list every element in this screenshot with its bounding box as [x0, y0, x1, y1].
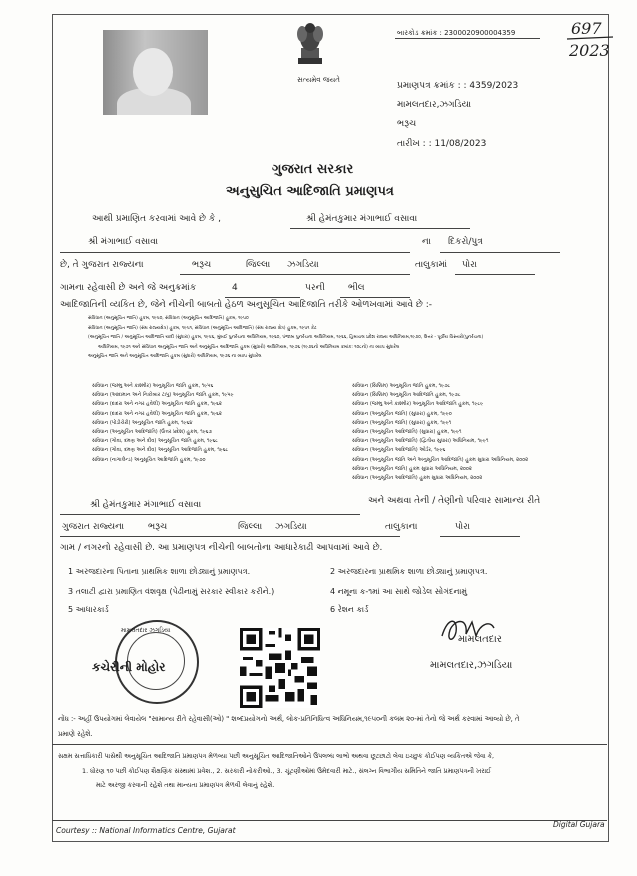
order-right-item: સંવિધાન (જમ્મુ અને કાશ્મીર) અનુસૂચિત આદિજાતિ હુકમ, ૧૯૮૯ [352, 401, 484, 408]
caste-value: ભીલ [348, 283, 365, 293]
taluka-value-2: ઝગડિયા [275, 522, 307, 532]
order-right-item: સંવિધાન (અનુસૂચિત જાતિ અને અનુસૂચિત આદિજાતિ) હુકમ સુધારા અધિનિયમ, ૨૦૦૨ [352, 456, 529, 463]
issue-basis-text: ગામ / નગરનો રહેવાસી છે. આ પ્રમાણપત્ર નીચેની બાબતોના આધારેકાઢી આપવામાં આવે છે. [60, 543, 383, 553]
father-name: શ્રી મંગાભાઈ વસાવા [88, 237, 159, 247]
certificate-number-value: : 4359/2023 [463, 81, 519, 91]
order-item: અધિનિયમ, ૧૯૭૧ અને સંવિધાન અનુસૂચિત જાતિ અને અનુસૂચિત આદિજાતિ હુકમ (સુધારો) અધિનિયમ, ૧૯૭૬ (૧૯૭૬નો અધિનિયમ ક્રમાંક: ૧૦૮નો) ના વ્યાપ સુધારેલ [98, 344, 400, 350]
serial-number: 4 [232, 283, 238, 293]
order-right-item: સંવિધાન (અનુસૂચિત આદિજાતિ) ઓર્ડર, ૧૯૯૬ [352, 447, 446, 454]
orders-right-column [352, 382, 528, 483]
district-value-2: ભરૂચ [148, 522, 168, 532]
issue-date-value: : 11/08/2023 [428, 139, 487, 149]
government-title: ગુજરાત સરકાર [272, 162, 354, 177]
caste-label: પરની [305, 283, 325, 293]
note-2-item: 1. ધોરણ ૧૦ પછી કોઈપણ શૈક્ષણિક સંસ્થામાં પ્રવેશ., 2. સરકારી નોકરીઓ., 3. ચૂંટણીઓમાં ઉમેદવારી માટે., સંલગ્ન વિભાગીય સમિતિને જાતિ પ્રમાણપત્રની ખરાઈ [82, 767, 492, 775]
note-2: સક્ષમ સત્તાધિકારી પાસેથી અનુસૂચિત આદિજાતિ પ્રમાણપત્ર મેળવ્યા પછી અનુસૂચિત આદિજાતિઓને ઉપલબ્ધ લાભો અથવા છૂટછાટો લેવા ઇચ્છુક કોઈપણ વ્યકિતએ જેવા કે, [58, 752, 495, 760]
document-item: 2 અરજદારના પ્રાથમિક શાળા છોડ્યાનું પ્રમાણપત્ર. [330, 567, 488, 576]
na-label: ના [422, 237, 431, 247]
document-item: 1 અરજદારના પિતાના પ્રાથમિક શાળા છોડ્યાનું પ્રમાણપત્ર. [68, 567, 251, 576]
qr-code-icon [240, 628, 320, 708]
order-item: સંવિધાન (અનુસૂચિત જાતિ) હુકમ, ૧૯૫૦, સંવિધાન (અનુસૂચિત આદિજાતિ) હુકમ, ૧૯૫૦ [88, 316, 249, 321]
certificate-number [397, 81, 518, 91]
issuer-district: ભરૂચ [397, 119, 417, 129]
order-left-item: સંવિધાન (પોંડીચેરી) અનુસૂચિત જાતિ હુકમ, ૧૯૬૪ [92, 419, 193, 426]
village-value-2: પોરા [455, 522, 470, 532]
barcode-label: બારકોડ ક્રમાંક : [397, 29, 442, 37]
order-left-item: સંવિધાન (આંદામાન અને નિકોબાર ટાપુ) અનુસૂચિત જાતિ હુકમ, ૧૯૫૯ [92, 392, 234, 399]
issue-date [397, 139, 486, 149]
order-right-item: સંવિધાન (અનુસૂચિત જાતિ) (સુધારા) હુકમ, ૧૯૯૧ [352, 419, 452, 426]
order-right-item: સંવિધાન (સિક્કિમ) અનુસૂચિત આદિજાતિ હુકમ, ૧૯૭૮ [352, 392, 461, 399]
certificate-title: અનુસુચિત આદિજાતિ પ્રમાણપત્ર [226, 184, 394, 199]
taluka-label-2: તાલુકાના [385, 522, 418, 532]
barcode-value: 2300020900004359 [444, 29, 516, 37]
document-item: 6 રેશન કાર્ડ [330, 605, 369, 614]
order-left-item: સંવિધાન (ગોવા, દમણ અને દીવ) અનુસૂચિત જાતિ હુકમ, ૧૯૬૮ [92, 438, 219, 445]
handwritten-number [565, 18, 617, 62]
order-item: અનુસૂચિત જાતિ અને અનુસૂચિત આદિજાતિ હુકમ (સુધારો) અધિનિયમ, ૧૯૭૬ ના વ્યાપ સુધારેલ [88, 354, 262, 359]
applicant-photo [103, 30, 208, 115]
order-left-item: સંવિધાન (નાગાલેન્ડ) અનુસૂચિત આદિજાતિ હુકમ, ૧૯૭૦ [92, 456, 206, 463]
note-1: નોંધ :- અહીં ઉપયોગમાં લેવાયેલ "સામાન્ય રીતે રહેવાસી(ઓ) " શબ્દપ્રયોગનો અર્થ, લોક-પ્રતિનિધિત્વ અધિનિયમ,૧૯૫૦ની કલમ ૨૦-માં તેનો જે અર્થ કરવામાં આવ્યો છે, તે [58, 715, 520, 723]
footer-right: Digital Gujara [553, 820, 605, 829]
applicant-name-repeat: શ્રી હેમંતકુમાર મંગાભાઈ વસાવા [90, 500, 202, 510]
signature-title: મામલતદાર [458, 634, 502, 645]
order-left-item: સંવિધાન (અનુસૂચિત આદિજાતિ) (ઉત્તર પ્રદેશ) હુકમ, ૧૯૬૭ [92, 429, 212, 436]
district-value: ભરૂચ [192, 260, 212, 270]
village-value: પોરા [462, 260, 477, 270]
stamp-ring-text: મામલતદાર ઝગડિયા [121, 627, 171, 634]
taluka-value: ઝગડિયા [287, 260, 319, 270]
order-right-item: સંવિધાન (અનુસૂચિત જાતિ) (સુધારા) હુકમ, ૧૯૯૦ [352, 410, 452, 417]
note-2-item-cont: માટે અરજી કરવાની રહેશે તથા માન્યતા પ્રમાણપત્ર મેળવી લેવાનું રહેશે. [96, 781, 275, 789]
emblem-motto: સત્યમેવ જયતે [297, 76, 340, 84]
certify-text: આથી પ્રમાણિત કરવામાં આવે છે કે , [92, 214, 221, 224]
barcode-number [397, 29, 515, 38]
stamp-text: કચેરીની મોહોર [92, 660, 166, 674]
resident-text: ગામના રહેવાસી છે અને જે અનુક્રમાંક [60, 283, 197, 293]
recognition-text: આદિજાતિની વ્યકિત છે, જેને નીચેની બાબતો હેઠળ અનુસૂચિત આદિજાતિ તરીકે ઓળખવામાં આવે છે :- [60, 300, 433, 310]
note-1-cont: પ્રમાણે રહેશે. [58, 730, 93, 738]
district-label-2: જિલ્લા [238, 522, 263, 532]
taluka-label: તાલુકામાં [415, 260, 448, 270]
order-left-item: સંવિધાન (દાદરા અને નગર હવેલી) અનુસૂચિત જાતિ હુકમ, ૧૯૬૨ [92, 401, 222, 408]
order-right-item: સંવિધાન (સિક્કિમ) અનુસૂચિત જાતિ હુકમ, ૧૯૭૮ [352, 383, 451, 389]
order-left-item: સંવિધાન (ગોવા, દમણ અને દીવ) અનુસૂચિત આદિજાતિ હુકમ, ૧૯૬૮ [92, 447, 229, 454]
national-emblem-icon [292, 18, 328, 74]
handwritten-number-line2: 2023 [569, 41, 610, 60]
document-item: 3 તલાટી દ્વારા પ્રમાણિત વંશવૃક્ષ (પેઢીનામું સરકાર સ્વીકાર કરીને.) [68, 587, 275, 596]
document-item: 5 આધારકાર્ડ [68, 605, 109, 614]
order-left-item: સંવિધાન (જમ્મુ અને કાશ્મીર) અનુસૂચિત જાતિ હુકમ, ૧૯૫૬ [92, 383, 214, 389]
certificate-number-label: પ્રમાણપત્ર ક્રમાંક : [397, 81, 461, 91]
order-item: (અનુસૂચિત જાતિ / અનુસૂચિત આદિજાતિ યાદી (સુધારા) હુકમ, ૧૯૫૬, મુંબઈ પુનર્રચના અધિનિયમ, ૧૯૬૦, પંજાબ પુનર્રચના અધિનિયમ, ૧૯૬૬, હિમાચલ પ્રદેશ રાજ્ય અધિનિયમ,૧૯૭૦, ઉત્તર - પૂર્વીય વિસ્તારો(પુનર્રચના) [88, 335, 484, 340]
state-text: છે, તે ગુજરાત રાજ્યના [60, 260, 144, 270]
order-item: સંવિધાન (અનુસૂચિત જાતિ) (સંઘ રાજ્યક્ષેત્ર) હુકમ, ૧૯૫૧, સંવિધાન (અનુસૂચિત આદિજાતિ) (સંઘ રાજ્ય ક્ષેત્ર) હુકમ, ૧૯૫૧ કેટ [88, 325, 317, 331]
order-left-item: સંવિધાન (દાદરા અને નગર હવેલી) અનુસૂચિત જાતિ હુકમ, ૧૯૬૨ [92, 410, 222, 417]
state-text-2: ગુજરાત રાજ્યના [62, 522, 125, 532]
orders-list [88, 314, 483, 362]
applicant-name: શ્રી હેમંતકુમાર મંગાભાઈ વસાવા [306, 214, 418, 224]
issuer-office: મામલતદાર,ઝગડિયા [397, 100, 472, 110]
order-right-item: સંવિધાન (અનુસૂચિત આદિજાતિ) હુકમ સુધારા અધિનિયમ, ૨૦૦૨ [352, 475, 483, 482]
document-item: 4 નમૂના ક-૧માં આ સાથે જોડેલ સોગંદનામું [330, 587, 468, 596]
orders-left-column [92, 382, 234, 465]
order-right-item: સંવિધાન (અનુસૂચિત જાતિ) હુકમ સુધારા અધિનિયમ, ૨૦૦૨ [352, 465, 472, 472]
footer-courtesy: Courtesy :: National Informatics Centre, Gujarat [56, 826, 236, 835]
order-right-item: સંવિધાન (અનુસૂચિત આદિજાતિ) (સુધારા) હુકમ, ૧૯૯૧ [352, 429, 462, 436]
signature-office: મામલતદાર,ઝગડિયા [430, 660, 513, 671]
district-label: જિલ્લા [246, 260, 271, 270]
relation: દિકરો/પુત્ર [448, 237, 483, 247]
order-right-item: સંવિધાન (અનુસૂચિત આદિજાતિ) (દ્વિતીય સુધારા) અધિનિયમ, ૧૯૯૧ [352, 438, 489, 445]
family-text: અને અથવા તેની / તેણીનો પરિવાર સામાન્ય રીતે [368, 496, 541, 506]
issue-date-label: તારીખ : [397, 139, 426, 149]
handwritten-number-line1: 697 [571, 19, 602, 38]
